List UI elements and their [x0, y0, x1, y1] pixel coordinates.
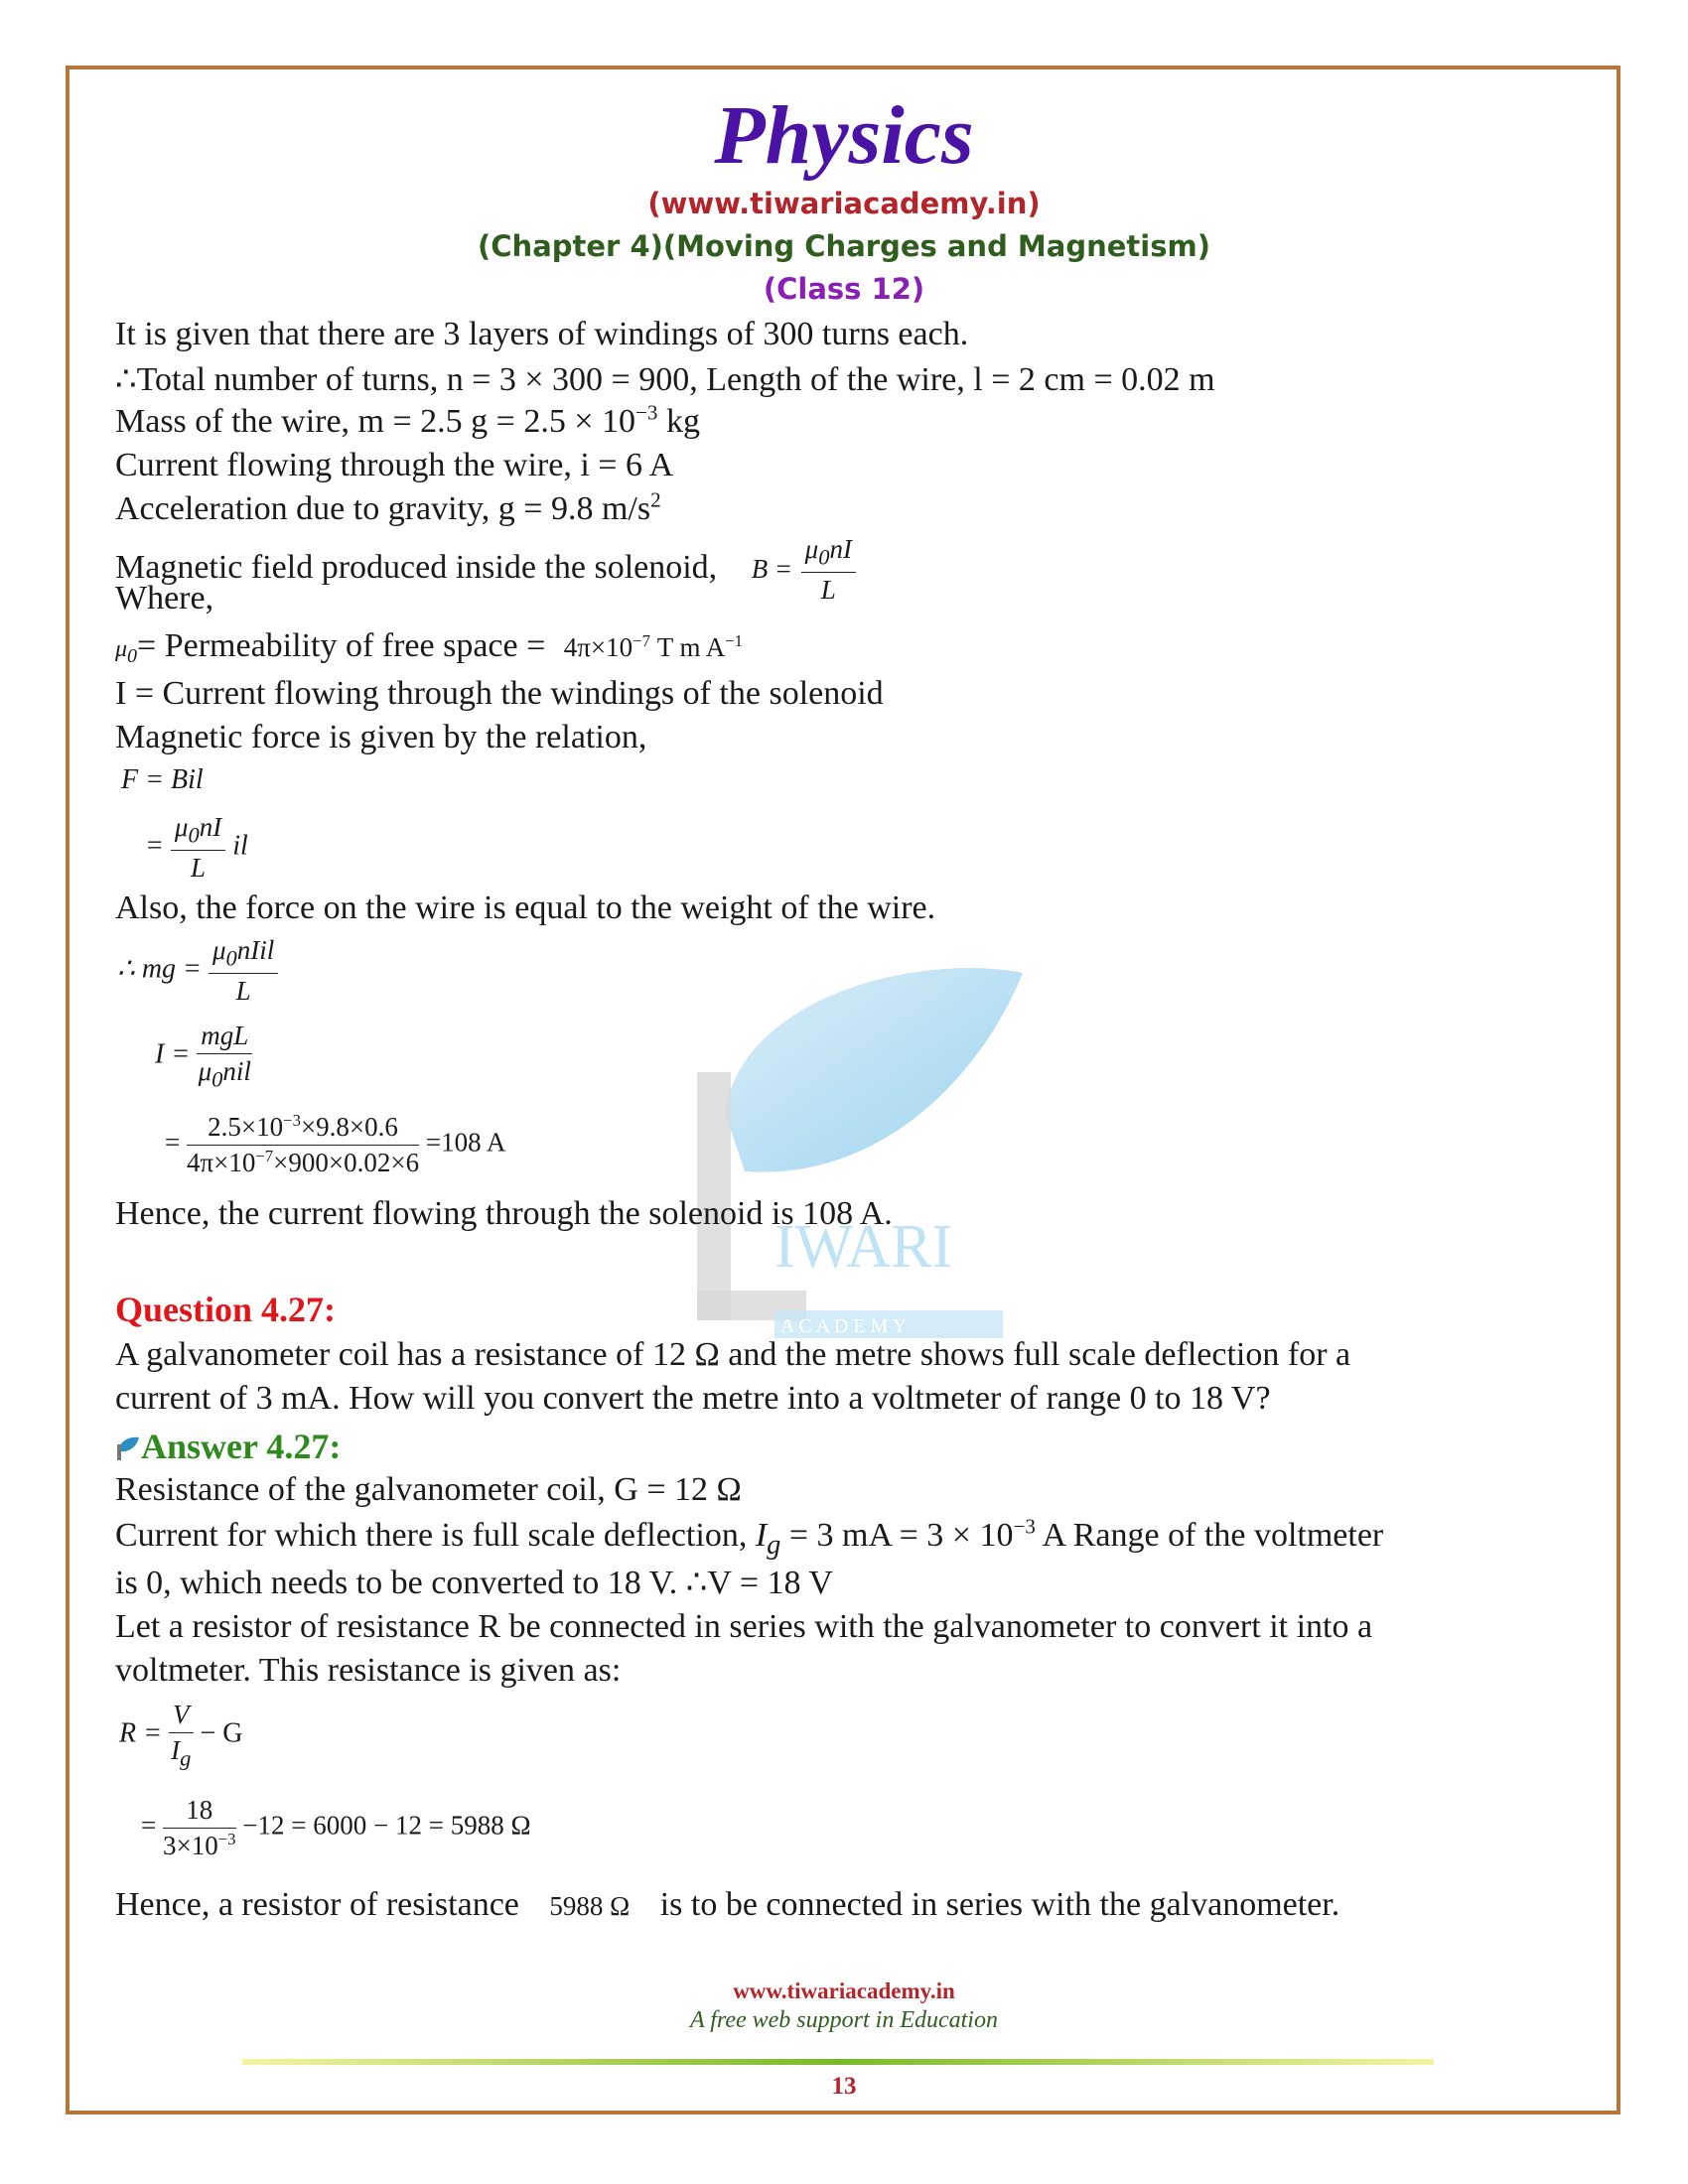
answer-heading: Answer 4.27:	[115, 1426, 341, 1467]
answer-line: is 0, which needs to be converted to 18 V. ∴V = 18 V	[115, 1565, 833, 1601]
class-label: (Class 12)	[763, 272, 925, 306]
equation-current: I = $\frac{\text{mgL}}{\mu_0nil}$	[155, 1021, 251, 1092]
header-website: (www.tiwariacademy.in)	[647, 187, 1041, 220]
answer-line: Current for which there is full scale deflection, $I_g = 3$ mA = $3 \times 10^{-3}$ A Range of the voltmeter	[115, 1514, 1384, 1561]
equation-force-expanded: = $\frac{\mu_0nI}{L}$ il	[145, 812, 248, 884]
equation-b-field: $\frac{\mu_0nI}{L}$	[801, 534, 856, 606]
answer-line: voltmeter. This resistance is given as:	[115, 1652, 622, 1689]
footer-tagline: A free web support in Education	[690, 2007, 998, 2033]
text-line: Current flowing through the wire, i = 6 A	[115, 447, 674, 483]
tiwari-watermark-logo	[685, 953, 1023, 1350]
answer-line: Resistance of the galvanometer coil, G = 12 Ω	[115, 1471, 742, 1508]
footer-divider	[242, 2059, 1434, 2065]
question-heading: Question 4.27:	[115, 1290, 337, 1329]
watermark-subtext: A C A D E M Y	[780, 1315, 908, 1337]
page-title: Physics	[714, 89, 974, 182]
tiwari-leaf-icon	[115, 1434, 141, 1462]
question-line: A galvanometer coil has a resistance of 12 Ω and the metre shows full scale deflection for a	[115, 1336, 1351, 1373]
answer-conclusion: Hence, a resistor of resistance 5988 Ω is to be connected in series with the galvanometer.	[115, 1886, 1340, 1923]
text-line: Acceleration due to gravity, g = 9.8 $m/s^2$	[115, 487, 661, 527]
question-line: current of 3 mA. How will you convert the metre into a voltmeter of range 0 to 18 V?	[115, 1380, 1271, 1417]
equation-mg: ∴ mg = $\frac{\mu_0nIil}{L}$	[117, 935, 278, 1007]
text-line: Where,	[115, 580, 214, 616]
chapter-heading: (Chapter 4)(Moving Charges and Magnetism)	[478, 229, 1210, 263]
text-line: Magnetic field produced inside the solenoid, B = $\frac{\mu_0nI}{L}$	[115, 534, 856, 606]
text-line: ∴Total number of turns, n = 3 × 300 = 900, Length of the wire, l = 2 cm = 0.02 m	[115, 361, 1215, 398]
text-line: $\mu_0=$ Permeability of free space = $4\pi\times 10^{-7}$ T m $A^{-1}$	[115, 627, 744, 667]
answer-line: Let a resistor of resistance R be connected in series with the galvanometer to convert it into a	[115, 1608, 1373, 1645]
text-line: Mass of the wire, m = 2.5 $g = 2.5 \times 10^{-3}$ kg	[115, 400, 700, 440]
footer-website: www.tiwariacademy.in	[733, 1979, 955, 2003]
text-line: It is given that there are 3 layers of windings of 300 turns each.	[115, 316, 969, 352]
equation-resistance: R = $\frac{V}{I_g}$ − G	[119, 1700, 243, 1771]
text-line: Hence, the current flowing through the solenoid is 108 A.	[115, 1195, 893, 1232]
text-line: Also, the force on the wire is equal to the weight of the wire.	[115, 889, 936, 926]
equation-resistance-numeric: = $\frac{18}{3\times 10^{-3}}$ −12 = 6000 − 12 = 5988 Ω	[141, 1795, 531, 1860]
equation-force: F = Bil	[121, 764, 204, 795]
text-line: I = Current flowing through the windings of the solenoid	[115, 675, 884, 712]
watermark-text: IWARI	[774, 1213, 953, 1281]
text-line: Magnetic force is given by the relation,	[115, 719, 647, 755]
page-number: 13	[831, 2073, 857, 2100]
equation-numeric: = $\frac{2.5\times 10^{-3}\times 9.8\times 0.6}{4\pi\times 10^{-7}\times 900\times 0.02\times 6}$ =108 A	[165, 1111, 506, 1177]
